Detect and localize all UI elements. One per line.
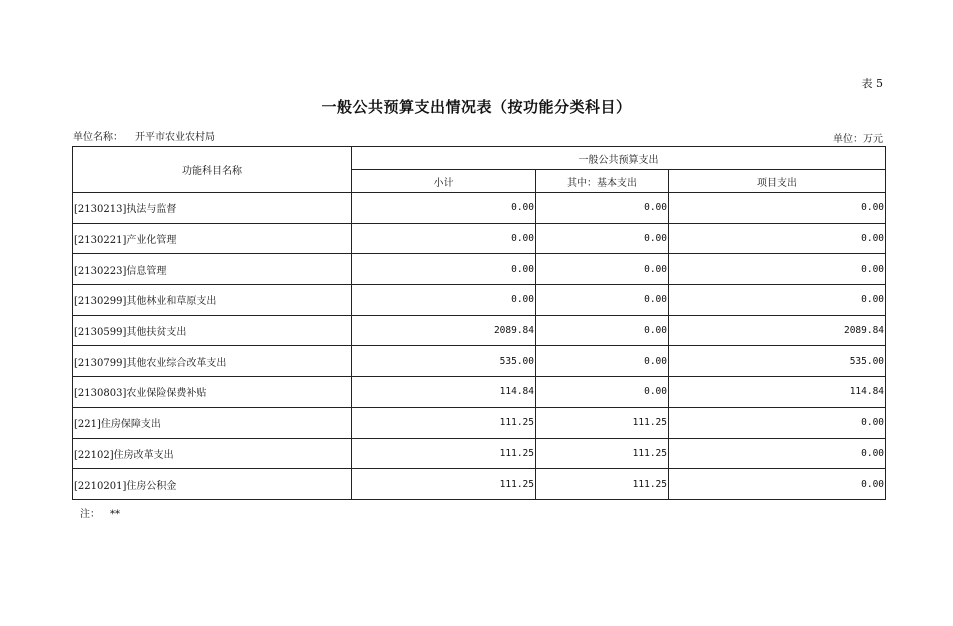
row-function-name: [2130799]其他农业综合改革支出 bbox=[73, 346, 352, 377]
row-project: 0.00 bbox=[669, 407, 886, 438]
header-subtotal: 小计 bbox=[352, 170, 536, 193]
row-basic: 0.00 bbox=[536, 346, 669, 377]
row-function-name: [2130299]其他林业和草原支出 bbox=[73, 285, 352, 316]
row-project: 0.00 bbox=[669, 285, 886, 316]
row-basic: 0.00 bbox=[536, 285, 669, 316]
row-basic: 111.25 bbox=[536, 438, 669, 469]
row-project: 535.00 bbox=[669, 346, 886, 377]
row-basic: 0.00 bbox=[536, 223, 669, 254]
table-row bbox=[73, 254, 886, 285]
table-row bbox=[73, 223, 886, 254]
row-subtotal: 111.25 bbox=[352, 438, 536, 469]
row-function-name: [2130599]其他扶贫支出 bbox=[73, 315, 352, 346]
footnote-text: ** bbox=[110, 509, 120, 520]
row-subtotal: 2089.84 bbox=[352, 315, 536, 346]
header-basic: 其中：基本支出 bbox=[536, 170, 669, 193]
row-basic: 0.00 bbox=[536, 377, 669, 408]
row-function-name: [2130803]农业保险保费补贴 bbox=[73, 377, 352, 408]
unit-name-label: 单位名称： bbox=[73, 132, 123, 143]
row-basic: 0.00 bbox=[536, 193, 669, 224]
row-basic: 111.25 bbox=[536, 469, 669, 500]
table-body bbox=[73, 193, 886, 500]
row-basic: 0.00 bbox=[536, 254, 669, 285]
unit-name-line bbox=[73, 128, 215, 143]
row-project: 114.84 bbox=[669, 377, 886, 408]
header-function-name: 功能科目名称 bbox=[73, 147, 352, 193]
row-function-name: [2210201]住房公积金 bbox=[73, 469, 352, 500]
row-function-name: [22102]住房改革支出 bbox=[73, 438, 352, 469]
row-subtotal: 111.25 bbox=[352, 407, 536, 438]
row-function-name: [221]住房保障支出 bbox=[73, 407, 352, 438]
footnote bbox=[80, 505, 120, 520]
row-function-name: [2130213]执法与监督 bbox=[73, 193, 352, 224]
budget-table bbox=[72, 146, 886, 500]
table-row bbox=[73, 193, 886, 224]
table-row bbox=[73, 438, 886, 469]
table-row bbox=[73, 407, 886, 438]
row-basic: 0.00 bbox=[536, 315, 669, 346]
table-row bbox=[73, 377, 886, 408]
row-subtotal: 535.00 bbox=[352, 346, 536, 377]
currency-unit: 单位：万元 bbox=[833, 134, 883, 145]
row-project: 0.00 bbox=[669, 438, 886, 469]
row-project: 0.00 bbox=[669, 223, 886, 254]
table-row bbox=[73, 285, 886, 316]
page-title: 一般公共预算支出情况表（按功能分类科目） bbox=[321, 98, 632, 116]
header-row-top bbox=[73, 147, 886, 170]
table-row bbox=[73, 469, 886, 500]
row-project: 0.00 bbox=[669, 254, 886, 285]
table-row bbox=[73, 346, 886, 377]
row-basic: 111.25 bbox=[536, 407, 669, 438]
row-subtotal: 111.25 bbox=[352, 469, 536, 500]
row-subtotal: 0.00 bbox=[352, 193, 536, 224]
row-function-name: [2130221]产业化管理 bbox=[73, 223, 352, 254]
row-subtotal: 0.00 bbox=[352, 254, 536, 285]
table-row bbox=[73, 315, 886, 346]
header-project: 项目支出 bbox=[669, 170, 886, 193]
row-function-name: [2130223]信息管理 bbox=[73, 254, 352, 285]
table-number: 表 5 bbox=[861, 77, 883, 90]
footnote-label: 注： bbox=[80, 509, 100, 520]
header-budget-group: 一般公共预算支出 bbox=[352, 147, 886, 170]
row-project: 2089.84 bbox=[669, 315, 886, 346]
row-subtotal: 0.00 bbox=[352, 223, 536, 254]
unit-name-value: 开平市农业农村局 bbox=[135, 132, 215, 143]
row-subtotal: 0.00 bbox=[352, 285, 536, 316]
row-project: 0.00 bbox=[669, 193, 886, 224]
row-project: 0.00 bbox=[669, 469, 886, 500]
row-subtotal: 114.84 bbox=[352, 377, 536, 408]
